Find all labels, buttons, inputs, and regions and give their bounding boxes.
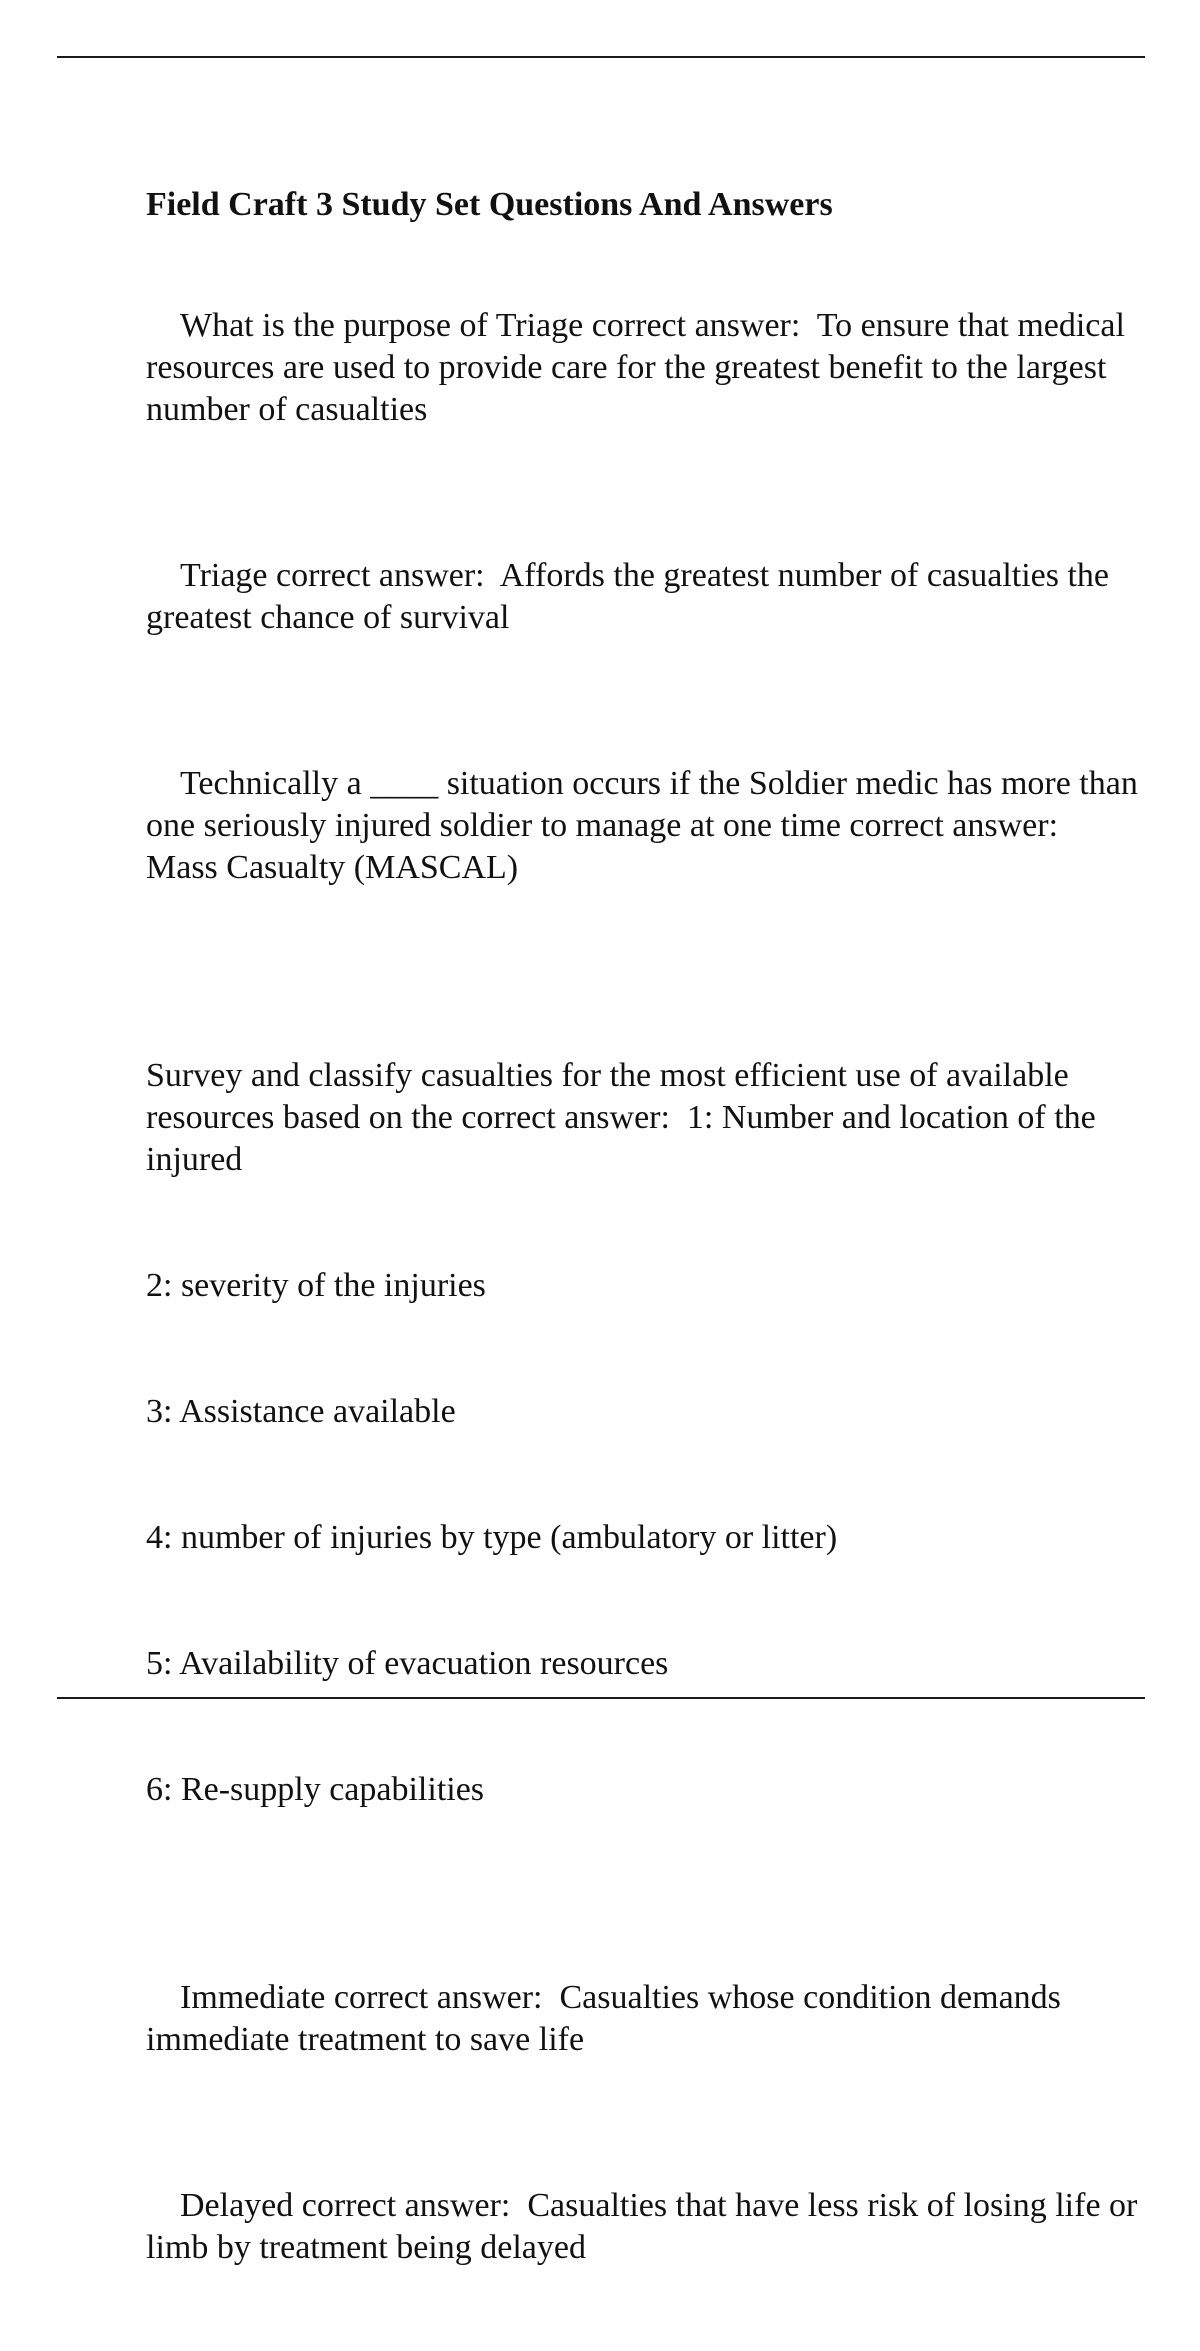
header-rule xyxy=(57,56,1145,58)
qa-text: Survey and classify casualties for the most efficient use of available resources based on the correct answer: 1: Number and location of the injured xyxy=(146,1057,1105,1178)
qa-text: Technically a ____ situation occurs if the Soldier medic has more than one seriously injured soldier to manage at one time correct answer: Mass Casualty (MASCAL) xyxy=(146,765,1147,886)
qa-entry-purpose-of-triage xyxy=(146,263,1146,473)
qa-entry-immediate xyxy=(146,1935,1146,2103)
document-body xyxy=(146,184,1146,2351)
footer-rule xyxy=(57,1697,1145,1699)
qa-entry-mascal xyxy=(146,721,1146,931)
list-item: 6: Re-supply capabilities xyxy=(146,1771,485,1808)
list-item: 4: number of injuries by type (ambulatory or litter) xyxy=(146,1519,838,1556)
qa-text: Triage correct answer: Affords the greatest number of casualties the greatest chance of survival xyxy=(146,557,1118,636)
qa-text: Immediate correct answer: Casualties whose condition demands immediate treatment to save life xyxy=(146,1979,1070,2058)
qa-entry-survey-classify xyxy=(146,971,1146,1895)
qa-entry-delayed xyxy=(146,2143,1146,2311)
list-item: 5: Availability of evacuation resources xyxy=(146,1645,669,1682)
qa-text: What is the purpose of Triage correct answer: To ensure that medical resources are used to provide care for the greatest benefit to the largest number of casualties xyxy=(146,307,1134,428)
qa-entry-triage xyxy=(146,513,1146,681)
list-item: 3: Assistance available xyxy=(146,1393,456,1430)
qa-text: Delayed correct answer: Casualties that have less risk of losing life or limb by treatment being delayed xyxy=(146,2187,1146,2266)
list-item: 2: severity of the injuries xyxy=(146,1267,486,1304)
document-title: Field Craft 3 Study Set Questions And Answers xyxy=(146,186,833,223)
